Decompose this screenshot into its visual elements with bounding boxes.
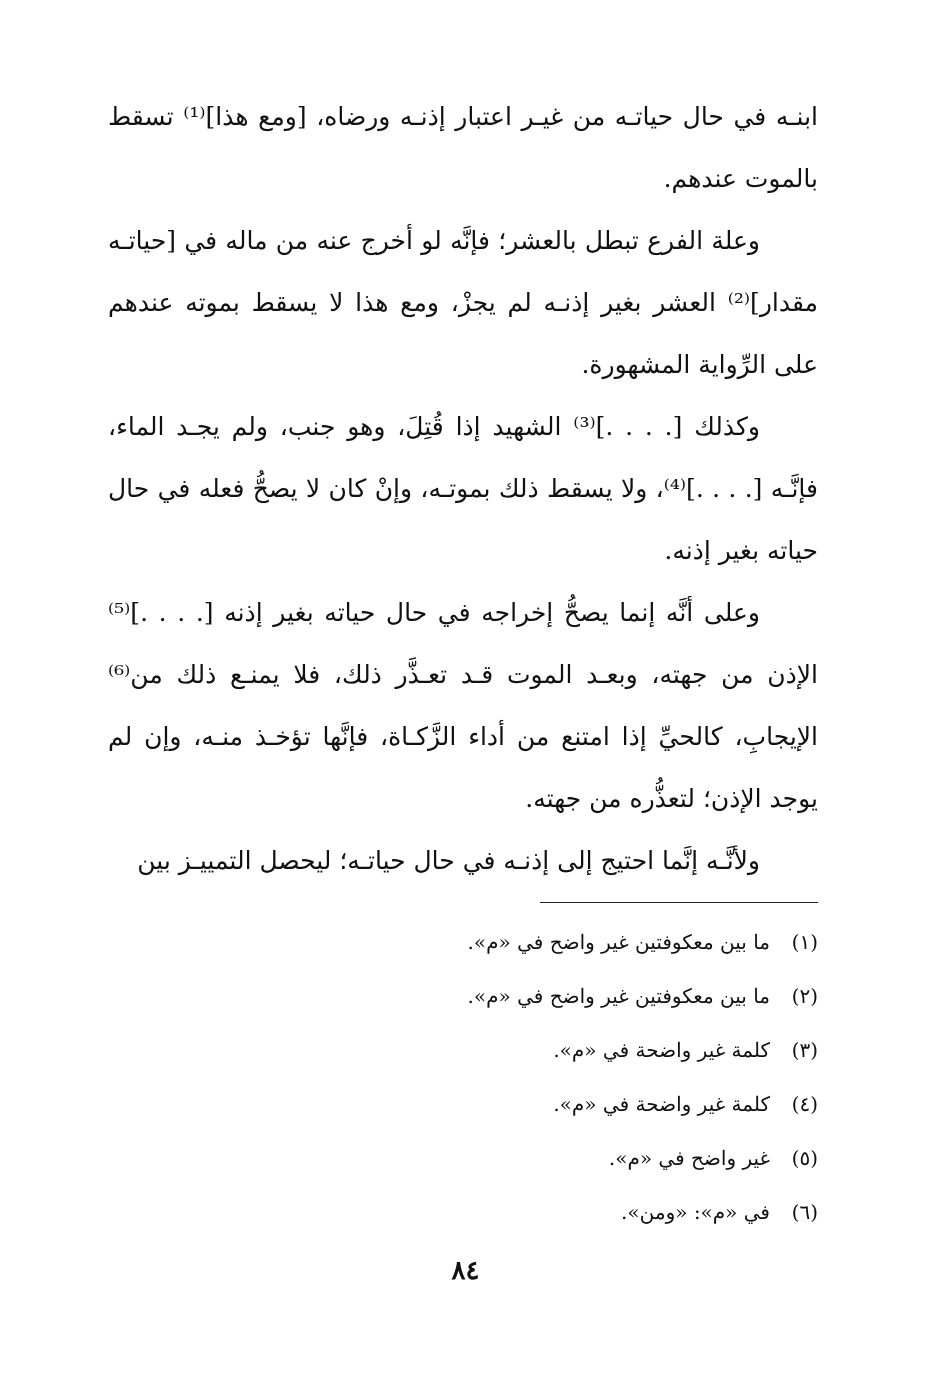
footnote-4 xyxy=(218,1077,818,1131)
footnote-2 xyxy=(218,969,818,1023)
footnote-6 xyxy=(218,1185,818,1239)
footnote-number: (٦) xyxy=(791,1200,818,1224)
main-text xyxy=(108,86,818,892)
footnote-5 xyxy=(218,1131,818,1185)
footnote-number: (٣) xyxy=(791,1038,818,1062)
footnote-3 xyxy=(218,1023,818,1077)
footnotes xyxy=(218,915,818,1239)
paragraph-2: وعلة الفرع تبطل بالعشر؛ فإنَّه لو أخرج عنه من ماله في [حياتـه مقدار]⁽²⁾ العشر بغير إذنـه لم يجزْ، ومع هذا لا يسقط بموته عندهم على الرِّواية المشهورة. xyxy=(108,226,818,379)
footnote-number: (٥) xyxy=(791,1146,818,1170)
paragraph-1: ابنـه في حال حياتـه من غيـر اعتبار إذنـه ورضاه، [ومع هذا]⁽¹⁾ تسقط بالموت عندهم. xyxy=(108,102,818,193)
footnote-text: ما بين معكوفتين غير واضح في «م». xyxy=(467,984,770,1008)
footnote-number: (٤) xyxy=(791,1092,818,1116)
footnote-text: ما بين معكوفتين غير واضح في «م». xyxy=(467,930,770,954)
footnote-text: كلمة غير واضحة في «م». xyxy=(553,1038,770,1062)
page-number: ٨٤ xyxy=(451,1256,480,1286)
footnote-number: (٢) xyxy=(791,984,818,1008)
footnote-separator xyxy=(540,902,818,903)
footnote-text: في «م»: «ومن». xyxy=(621,1200,770,1224)
footnote-text: كلمة غير واضحة في «م». xyxy=(553,1092,770,1116)
footnote-1 xyxy=(218,915,818,969)
paragraph-3: وكذلك [. . . .]⁽³⁾ الشهيد إذا قُتِلَ، وهو جنب، ولم يجـد الماء، فإنَّـه [. . . .]⁽⁴⁾، ولا يسقط ذلك بموتـه، وإنْ كان لا يصحُّ فعله في حال حياته بغير إذنه. xyxy=(108,412,818,565)
footnote-number: (١) xyxy=(791,930,818,954)
paragraph-4: وعلى أنَّه إنما يصحُّ إخراجه في حال حياته بغير إذنه [. . . .]⁽⁵⁾ الإذن من جهته، وبعـد الموت قـد تعـذَّر ذلك، فلا يمنـع ذلك من⁽⁶⁾ الإيجابِ، كالحيِّ إذا امتنع من أداء الزَّكـاة، فإنَّها تؤخـذ منـه، وإن لم يوجد الإذن؛ لتعذُّره من جهته. xyxy=(108,598,818,813)
footnote-text: غير واضح في «م». xyxy=(608,1146,770,1170)
paragraph-5: ولأنَّـه إنَّما احتيج إلى إذنـه في حال حياتـه؛ ليحصل التمييـز بين xyxy=(137,846,760,875)
